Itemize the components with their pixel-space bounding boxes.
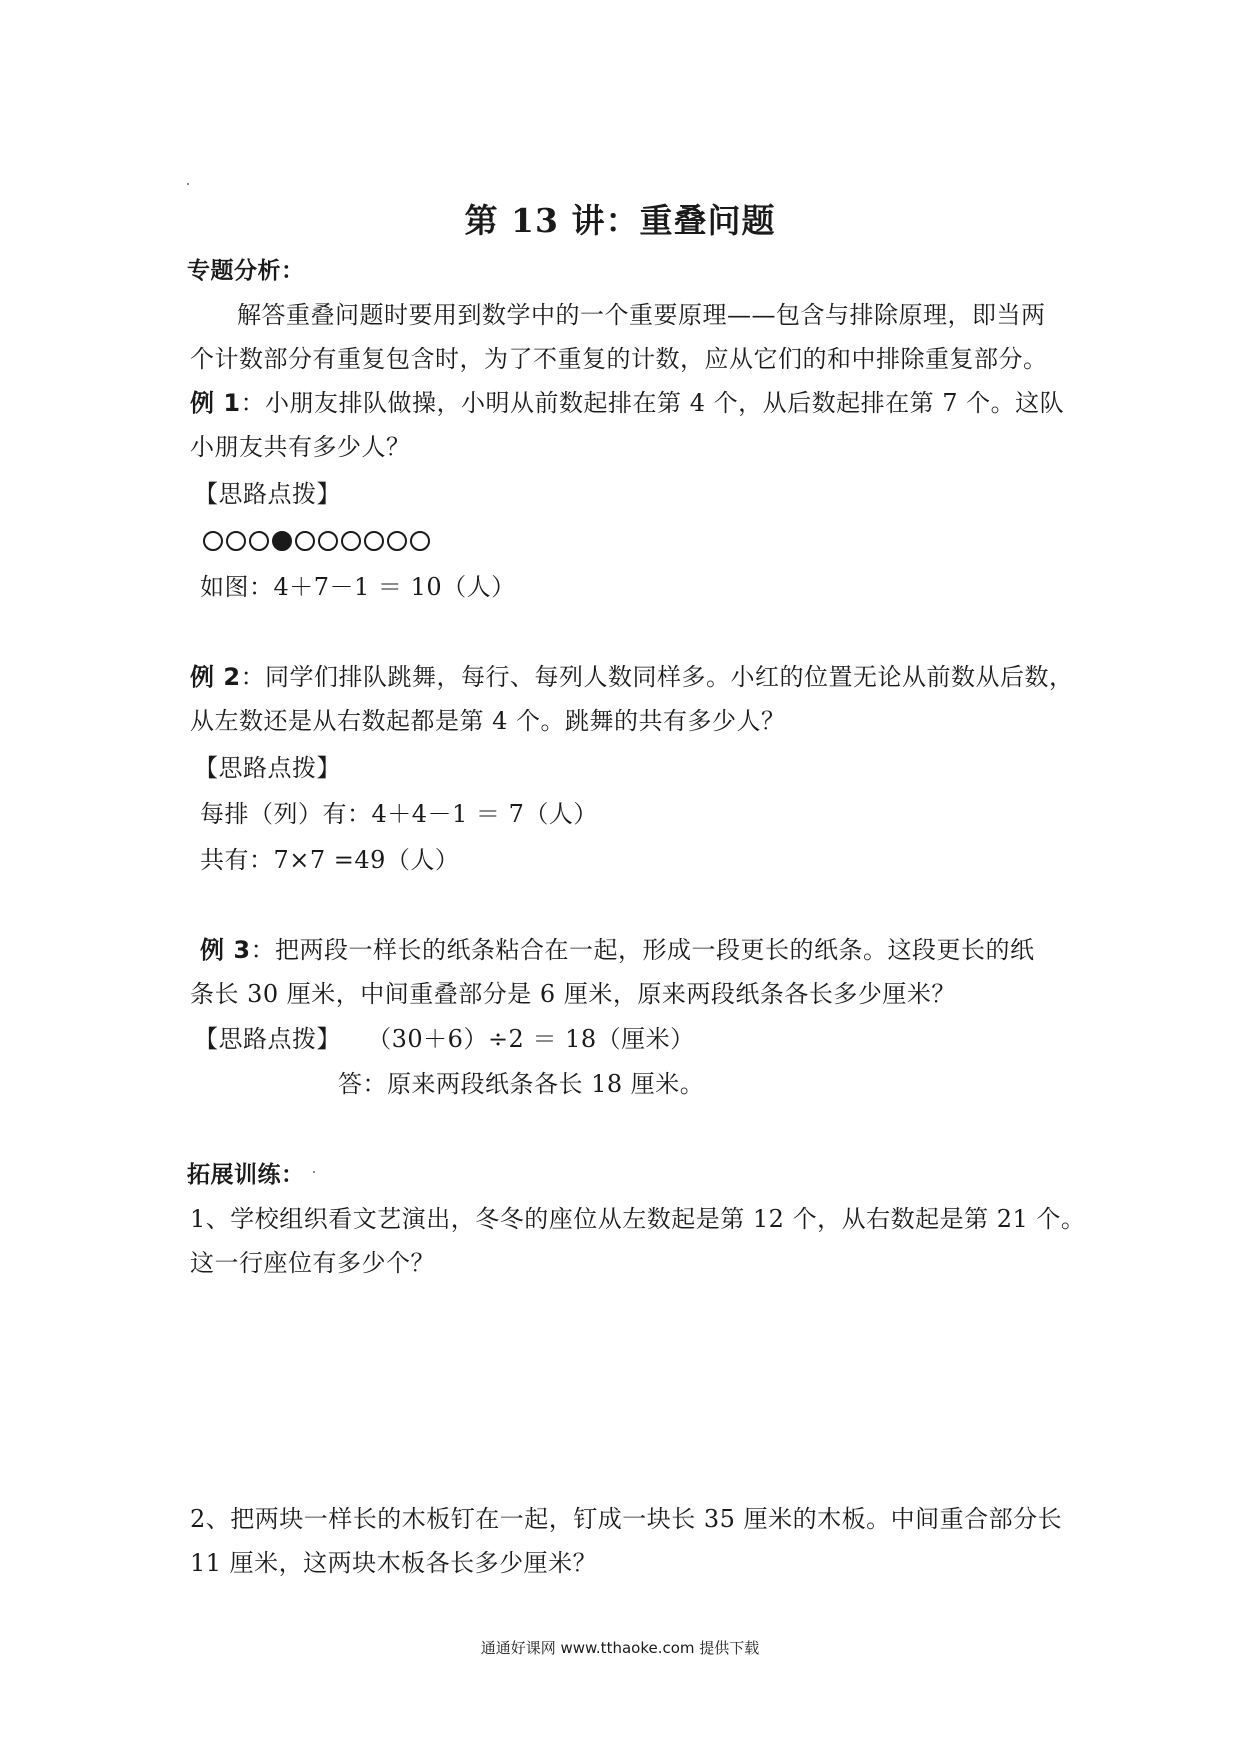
queue-person-icon [341,531,361,551]
queue-person-icon [318,531,338,551]
page-title: 第 13 讲：重叠问题 [464,201,776,240]
example2-label: 例 2 [190,663,241,691]
example3-hint-label: 【思路点拨】 [194,1025,341,1053]
analysis-line-2: 个计数部分有重复包含时，为了不重复的计数，应从它们的和中排除重复部分。 [190,345,1048,373]
example3-text: ：把两段一样长的纸条粘合在一起，形成一段更长的纸条。这段更长的纸 [250,936,1035,964]
queue-person-icon [249,531,269,551]
example2-question-line-1 [190,660,1074,694]
example1-answer: 如图：4＋7－1 ＝ 10（人） [200,573,516,601]
example1-text: ：小朋友排队做操，小明从前数起排在第 4 个，从后数起排在第 7 个。这队 [240,389,1065,417]
example3-question-line-1 [200,933,1035,967]
scan-speck [187,183,189,185]
practice-q1-line-1: 1、学校组织看文艺演出，冬冬的座位从左数起是第 12 个，从右数起是第 21 个。 [190,1205,1086,1233]
practice-q1-line-2: 这一行座位有多少个？ [190,1249,435,1277]
footer-source: 通通好课网 www.tthaoke.com 提供下载 [480,1639,760,1657]
queue-person-icon [226,531,246,551]
queue-person-xiaoming-icon [272,531,292,551]
example2-text: ：同学们排队跳舞，每行、每列人数同样多。小红的位置无论从前数从后数， [240,663,1074,691]
example1-question-line-2: 小朋友共有多少人？ [190,433,411,461]
example3-formula: （30＋6）÷2 ＝ 18（厘米） [367,1025,695,1053]
practice-q2-line-1: 2、把两块一样长的木板钉在一起，钉成一块长 35 厘米的木板。中间重合部分长 [190,1505,1063,1533]
example2-step-1: 每排（列）有：4＋4－1 ＝ 7（人） [200,800,598,828]
example3-answer: 答：原来两段纸条各长 18 厘米。 [338,1070,705,1098]
example2-hint-label: 【思路点拨】 [194,754,341,782]
example3-solution-line [194,1022,695,1056]
queue-person-icon [410,531,430,551]
analysis-line-1: 解答重叠问题时要用到数学中的一个重要原理——包含与排除原理，即当两 [237,301,1046,329]
example2-question-line-2: 从左数还是从右数起都是第 4 个。跳舞的共有多少人？ [190,707,786,735]
queue-person-icon [364,531,384,551]
queue-person-icon [387,531,407,551]
practice-q2-line-2: 11 厘米，这两块木板各长多少厘米？ [190,1549,598,1577]
example2-step-2: 共有：7×7 =49（人） [200,846,460,874]
analysis-heading: 专题分析： [187,258,305,284]
example1-question-line-1 [190,386,1064,420]
queue-person-icon [203,531,223,551]
example1-label: 例 1 [190,389,241,417]
example1-hint-label: 【思路点拨】 [194,480,341,508]
practice-heading: 拓展训练： [187,1162,305,1188]
example3-question-line-2: 条长 30 厘米，中间重叠部分是 6 厘米，原来两段纸条各长多少厘米？ [190,980,956,1008]
queue-diagram [203,531,430,551]
scan-speck [313,1171,315,1173]
queue-person-icon [295,531,315,551]
example3-label: 例 3 [200,936,251,964]
